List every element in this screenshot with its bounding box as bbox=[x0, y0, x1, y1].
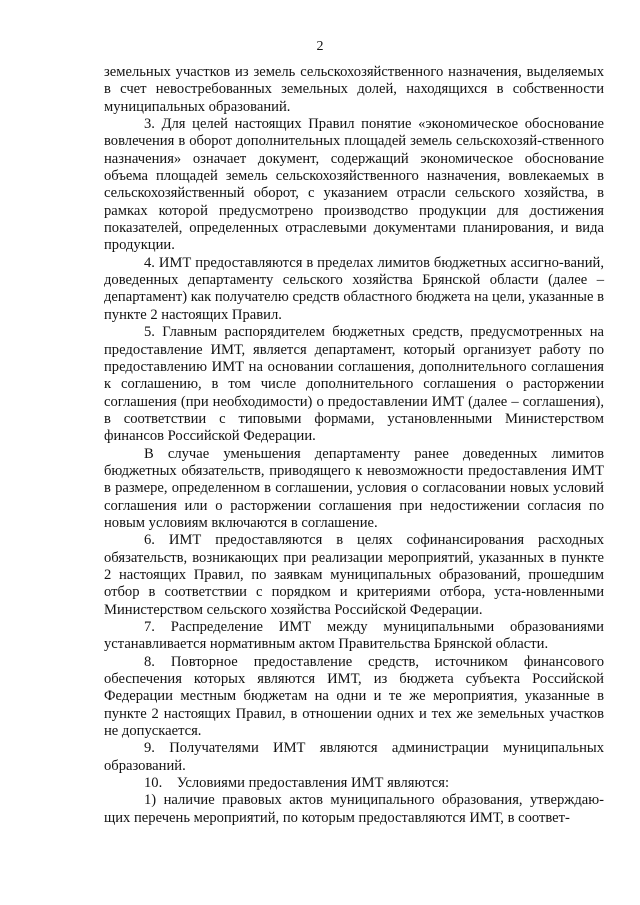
paragraph-continuation: земельных участков из земель сельскохозяйственного назначения, выделяемых в счет невостребованных земельных долей, находящихся в собственности муниципальных образований. bbox=[104, 64, 604, 115]
paragraph-6: 6. ИМТ предоставляются в целях софинансирования расходных обязательств, возникающих при реализации мероприятий, указанных в пункте 2 настоящих Правил, по заявкам муниципальных образований, прошедшим отбор в соответствии с порядком и критериями отбора, уста-новленными Министерством сельского хозяйства Российской Федерации. bbox=[104, 532, 604, 618]
paragraph-7: 7. Распределение ИМТ между муниципальными образованиями устанавливается нормативным актом Правительства Брянской области. bbox=[104, 619, 604, 653]
paragraph-9: 9. Получателями ИМТ являются администрации муниципальных образований. bbox=[104, 740, 604, 774]
paragraph-10: 10. Условиями предоставления ИМТ являются: bbox=[144, 775, 450, 792]
paragraph-10-item-1: 1) наличие правовых актов муниципального образования, утверждаю-щих перечень мероприятий, по которым предоставляются ИМТ, в соответ- bbox=[104, 792, 604, 826]
paragraph-3: 3. Для целей настоящих Правил понятие «экономическое обоснование вовлечения в оборот дополнительных площадей земель сельскохозяй-ственного назначения» означает документ, содержащий экономическое обоснование объема площадей земель сельскохозяйственного назначения, вовлекаемых в сельскохозяйственный оборот, с указанием отрасли сельского хозяйства, в рамках которой предусмотрено производство продукции для достижения показателей, определенных отраслевыми документами планирования, и вида продукции. bbox=[104, 116, 604, 254]
paragraph-5: 5. Главным распорядителем бюджетных средств, предусмотренных на предоставление ИМТ, является департамент, который организует работу по предоставлению ИМТ на основании соглашения, дополнительного соглашения к соглашению, в том числе дополнительного соглашения о расторжении соглашения (при необходимости) о предоставлении ИМТ (далее – соглашения), в соответствии с типовыми формами, установленными Министерством финансов Российской Федерации. bbox=[104, 324, 604, 445]
page-number: 2 bbox=[316, 39, 324, 54]
paragraph-4: 4. ИМТ предоставляются в пределах лимитов бюджетных ассигно-ваний, доведенных департаменту сельского хозяйства Брянской области (далее – департамент) как получателю средств областного бюджета на цели, указанные в пункте 2 настоящих Правил. bbox=[104, 254, 604, 323]
paragraph-5-note: В случае уменьшения департаменту ранее доведенных лимитов бюджетных обязательств, приводящего к невозможности предоставления ИМТ в размере, определенном в соглашении, условия о согласовании новых условий соглашения или о расторжении соглашения при недостижении согласия по новым условиям включаются в соглашение. bbox=[104, 445, 604, 531]
paragraph-8: 8. Повторное предоставление средств, источником финансового обеспечения которых являются ИМТ, из бюджета субъекта Российской Федерации местным бюджетам на одни и те же мероприятия, указанные в пункте 2 настоящих Правил, в отношении одних и тех же земельных участков не допускается. bbox=[104, 653, 604, 740]
document-body bbox=[104, 64, 604, 827]
